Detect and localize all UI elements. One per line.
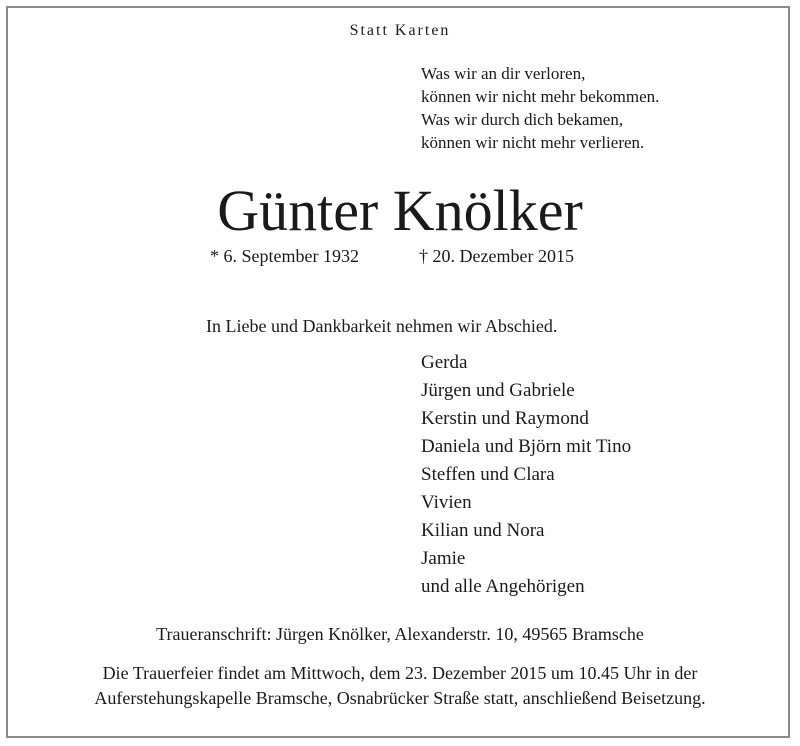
family-member: und alle Angehörigen bbox=[421, 576, 585, 597]
family-member: Kerstin und Raymond bbox=[421, 408, 589, 429]
birth-date: * 6. September 1932 bbox=[210, 246, 359, 266]
family-member: Daniela und Björn mit Tino bbox=[421, 436, 632, 457]
service-line: Auferstehungskapelle Bramsche, Osnabrücker Straße statt, anschließend Beisetzung. bbox=[94, 688, 706, 708]
death-date: † 20. Dezember 2015 bbox=[419, 246, 574, 266]
quote-line: Was wir an dir verloren, bbox=[421, 64, 586, 83]
quote-line: Was wir durch dich bekamen, bbox=[421, 110, 624, 129]
service-line: Die Trauerfeier findet am Mittwoch, dem 23. Dezember 2015 um 10.45 Uhr in der bbox=[102, 663, 698, 683]
family-member: Kilian und Nora bbox=[421, 520, 545, 541]
quote-line: können wir nicht mehr bekommen. bbox=[421, 87, 660, 106]
funeral-service-info bbox=[0, 661, 800, 711]
header-statt-karten: Statt Karten bbox=[349, 22, 451, 39]
quote-line: können wir nicht mehr verlieren. bbox=[421, 133, 645, 152]
memorial-quote bbox=[421, 62, 659, 154]
family-member: Jürgen und Gabriele bbox=[421, 380, 575, 401]
mourning-address: Traueranschrift: Jürgen Knölker, Alexanderstr. 10, 49565 Bramsche bbox=[156, 624, 644, 644]
deceased-name: Günter Knölker bbox=[217, 178, 583, 243]
family-member: Gerda bbox=[421, 352, 468, 373]
farewell-text: In Liebe und Dankbarkeit nehmen wir Abschied. bbox=[206, 316, 558, 336]
family-member: Steffen und Clara bbox=[421, 464, 555, 485]
family-list bbox=[421, 349, 631, 601]
family-member: Vivien bbox=[421, 492, 472, 513]
family-member: Jamie bbox=[421, 548, 466, 569]
